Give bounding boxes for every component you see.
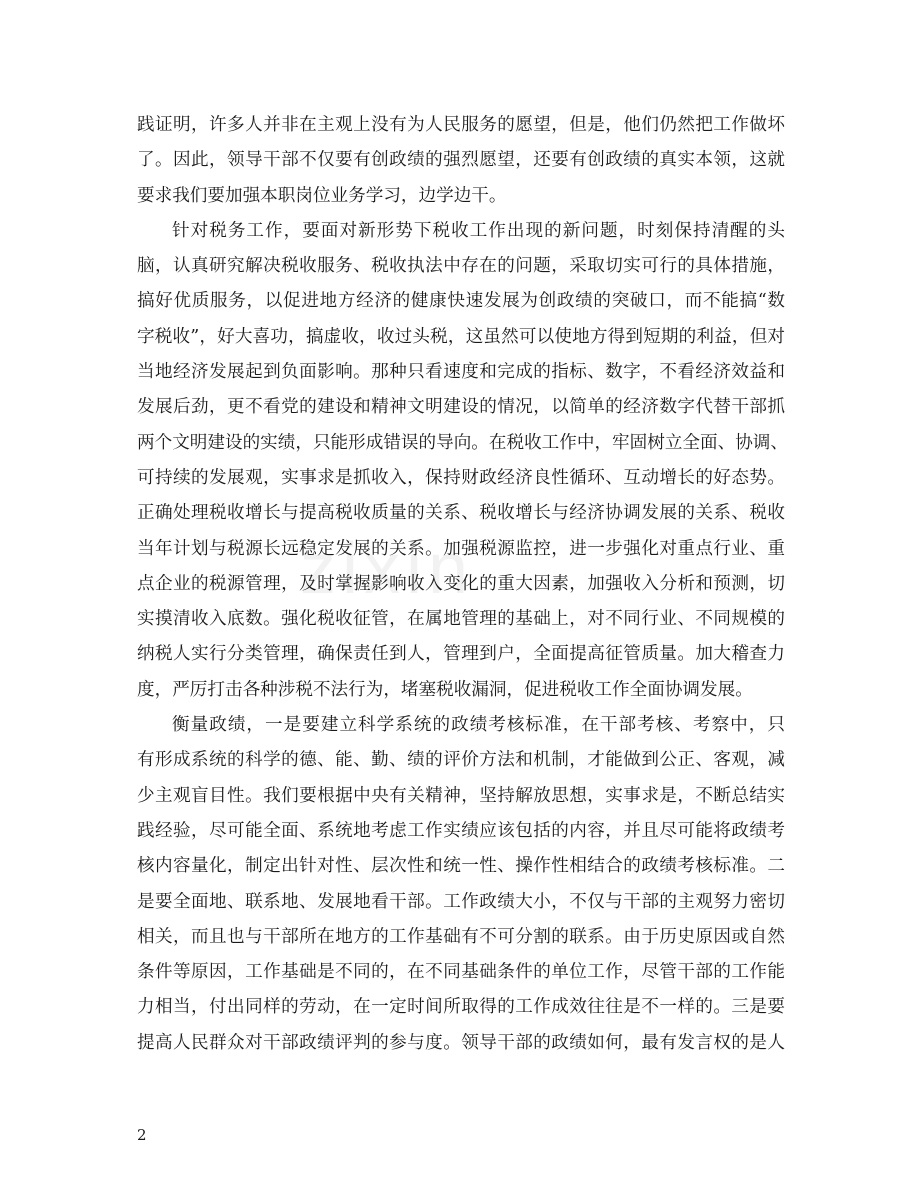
text-line: 相关，而且也与干部所在地方的工作基础有不可分割的联系。由于历史原因或自然	[137, 926, 785, 947]
text-line: 字税收”，好大喜功，搞虚收，收过头税，这虽然可以使地方得到短期的利益，但对	[137, 326, 785, 347]
text-line: 实摸清收入底数。强化税收征管，在属地管理的基础上，对不同行业、不同规模的	[137, 609, 785, 630]
text-line: 度，严厉打击各种涉税不法行为，堵塞税收漏洞，促进税收工作全面协调发展。	[137, 679, 753, 700]
text-line: 少主观盲目性。我们要根据中央有关精神，坚持解放思想，实事求是，不断总结实	[137, 785, 785, 806]
text-line: 了。因此，领导干部不仅要有创政绩的强烈愿望，还要有创政绩的真实本领，这就	[137, 150, 785, 171]
text-line: 有形成系统的科学的德、能、勤、绩的评价方法和机制，才能做到公正、客观，减	[137, 750, 785, 771]
text-line: 纳税人实行分类管理，确保责任到人，管理到户，全面提高征管质量。加大稽查力	[137, 644, 785, 665]
text-line: 要求我们要加强本职岗位业务学习，边学边干。	[137, 185, 507, 206]
text-line: 点企业的税源管理，及时掌握影响收入变化的重大因素，加强收入分析和预测，切	[137, 573, 785, 594]
text-line: 衡量政绩，一是要建立科学系统的政绩考核标准，在干部考核、考察中，只	[172, 715, 785, 736]
text-line: 正确处理税收增长与提高税收质量的关系、税收增长与经济协调发展的关系、税收	[137, 503, 785, 524]
text-line: 条件等原因，工作基础是不同的，在不同基础条件的单位工作，尽管干部的工作能	[137, 962, 785, 983]
text-line: 核内容量化，制定出针对性、层次性和统一性、操作性相结合的政绩考核标准。二	[137, 856, 785, 877]
text-line: 两个文明建设的实绩，只能形成错误的导向。在税收工作中，牢固树立全面、协调、	[137, 432, 788, 453]
watermark: zixin	[300, 529, 475, 609]
text-line: 可持续的发展观，实事求是抓收入，保持财政经济良性循环、互动增长的好态势。	[137, 467, 785, 488]
text-line: 当年计划与税源长远稳定发展的关系。加强税源监控，进一步强化对重点行业、重	[137, 538, 785, 559]
text-line: 搞好优质服务，以促进地方经济的健康快速发展为创政绩的突破口，而不能搞“数	[137, 291, 785, 312]
text-line: 发展后劲，更不看党的建设和精神文明建设的情况，以简单的经济数字代替干部抓	[137, 397, 785, 418]
text-line: 脑，认真研究解决税收服务、税收执法中存在的问题，采取切实可行的具体措施，	[137, 256, 785, 277]
text-line: 是要全面地、联系地、发展地看干部。工作政绩大小，不仅与干部的主观努力密切	[137, 891, 785, 912]
text-line: 针对税务工作，要面对新形势下税收工作出现的新问题，时刻保持清醒的头	[172, 220, 785, 241]
text-line: 践经验，尽可能全面、系统地考虑工作实绩应该包括的内容，并且尽可能将政绩考	[137, 820, 785, 841]
text-line: 践证明，许多人并非在主观上没有为人民服务的愿望，但是，他们仍然把工作做坏	[137, 115, 785, 135]
text-line: 当地经济发展起到负面影响。那种只看速度和完成的指标、数字，不看经济效益和	[137, 362, 785, 383]
body-text	[137, 108, 788, 1061]
text-line: 提高人民群众对干部政绩评判的参与度。领导干部的政绩如何，最有发言权的是人	[137, 1032, 785, 1053]
page-number: 2	[137, 1126, 147, 1144]
text-line: 力相当，付出同样的劳动，在一定时间所取得的工作成效往往是不一样的。三是要	[137, 997, 785, 1018]
